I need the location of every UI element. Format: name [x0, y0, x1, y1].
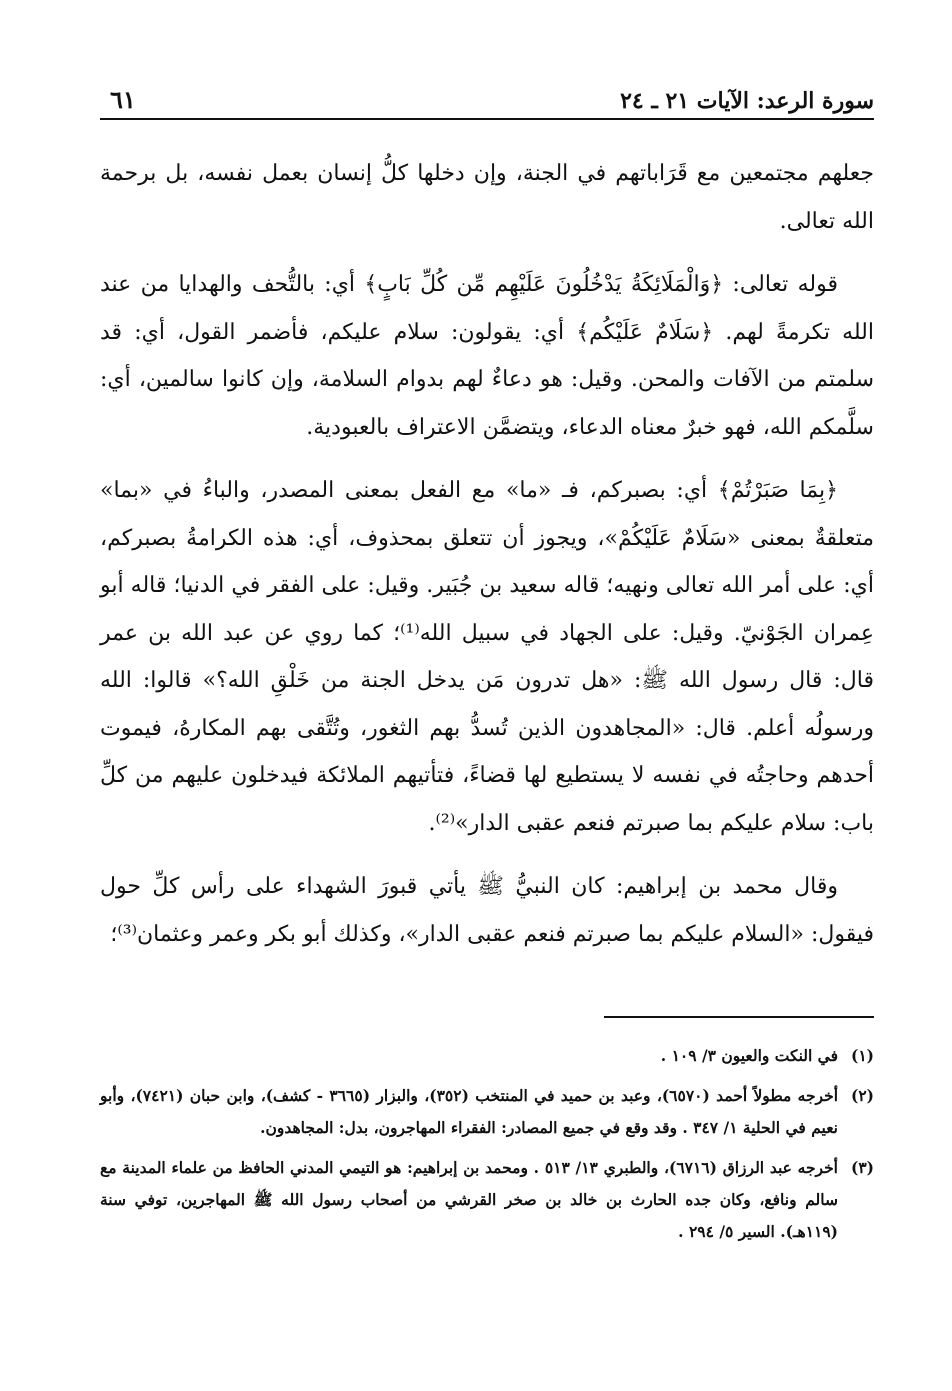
page-number: ٦١ — [110, 85, 136, 114]
footnote-number: (١) — [850, 1046, 874, 1065]
paragraph: قوله تعالى: ﴿وَالْمَلَائِكَةُ يَدْخُلُونَ عَلَيْهِم مِّن كُلِّ بَابٍ﴾ أي: بالتُّحف والهدايا من عند الله تكرمةً لهم. ﴿سَلَامٌ عَلَيْكُم﴾ أي: يقولون: سلام عليكم، فأضمر القول، أي: قد سلمتم من الآفات والمحن. وقيل: هو دعاءٌ لهم بدوام السلامة، وإن كانوا سالمين، أي: سلَّمكم الله، فهو خبرٌ معناه الدعاء، ويتضمَّن الاعتراف بالعبودية. — [100, 272, 875, 440]
footnote — [100, 1080, 874, 1144]
footnote-text: أخرجه مطولاً أحمد (٦٥٧٠)، وعبد بن حميد في المنتخب (٣٥٢)، والبزار (٣٦٦٥ - كشف)، وابن حبان (٧٤٢١)، وأبو نعيم في الحلية ١/ ٣٤٧ . وقد وقع في جميع المصادر: الفقراء المهاجرون، بدل: المجاهدون. — [100, 1086, 838, 1137]
body-text — [100, 150, 874, 974]
footnote-number: (٣) — [850, 1158, 874, 1177]
paragraph: وقال محمد بن إبراهيم: كان النبيُّ ﷺ يأتي قبورَ الشهداء على رأس كلِّ حول فيقول: «السلام عليكم بما صبرتم فنعم عقبى الدار»، وكذلك أبو بكر وعمر وعثمان⁽³⁾؛ — [100, 874, 874, 947]
footnote-text: أخرجه عبد الرزاق (٦٧١٦)، والطبري ١٣/ ٥١٣ . ومحمد بن إبراهيم: هو التيمي المدني الحافظ من علماء المدينة مع سالم ونافع، وكان جده الحارث بن خالد بن صخر القرشي من أصحاب رسول الله ﷺ المهاجرين، توفي سنة (١١٩هـ). السير ٥/ ٢٩٤ . — [100, 1158, 838, 1241]
running-title: سورة الرعد: الآيات ٢١ ـ ٢٤ — [620, 88, 874, 114]
footnote — [100, 1152, 874, 1248]
page-header — [100, 70, 874, 120]
footnote — [100, 1040, 874, 1072]
paragraph: جعلهم مجتمعين مع قَرَاباتهم في الجنة، وإن دخلها كلُّ إنسان بعمل نفسه، بل برحمة الله تعالى. — [100, 161, 874, 234]
footnote-text: في النكت والعيون ٣/ ١٠٩ . — [660, 1046, 838, 1065]
paragraph: ﴿بِمَا صَبَرْتُمْ﴾ أي: بصبركم، فـ «ما» مع الفعل بمعنى المصدر، والباءُ في «بما» متعلقةٌ بمعنى «سَلَامٌ عَلَيْكُمْ»، ويجوز أن تتعلق بمحذوف، أي: هذه الكرامةُ بصبركم، أي: على أمر الله تعالى ونهيه؛ قاله سعيد بن جُبَير. وقيل: على الفقر في الدنيا؛ قاله أبو عِمران الجَوْنيّ. وقيل: على الجهاد في سبيل الله⁽¹⁾؛ كما روي عن عبد الله بن عمر قال: قال رسول الله ﷺ: «هل تدرون مَن يدخل الجنة من خَلْقِ الله؟» قالوا: الله ورسولُه أعلم. قال: «المجاهدون الذين تُسدُّ بهم الثغور، وتُتَّقى بهم المكارهُ، فيموت أحدهم وحاجتُه في نفسه لا يستطيع لها قضاءً، فتأتيهم الملائكة فيدخلون عليهم من كلِّ باب: سلام عليكم بما صبرتم فنعم عقبى الدار»⁽²⁾. — [100, 478, 874, 836]
footnote-number: (٢) — [850, 1086, 874, 1105]
footnotes — [100, 1040, 874, 1256]
footnote-divider — [604, 1016, 874, 1018]
